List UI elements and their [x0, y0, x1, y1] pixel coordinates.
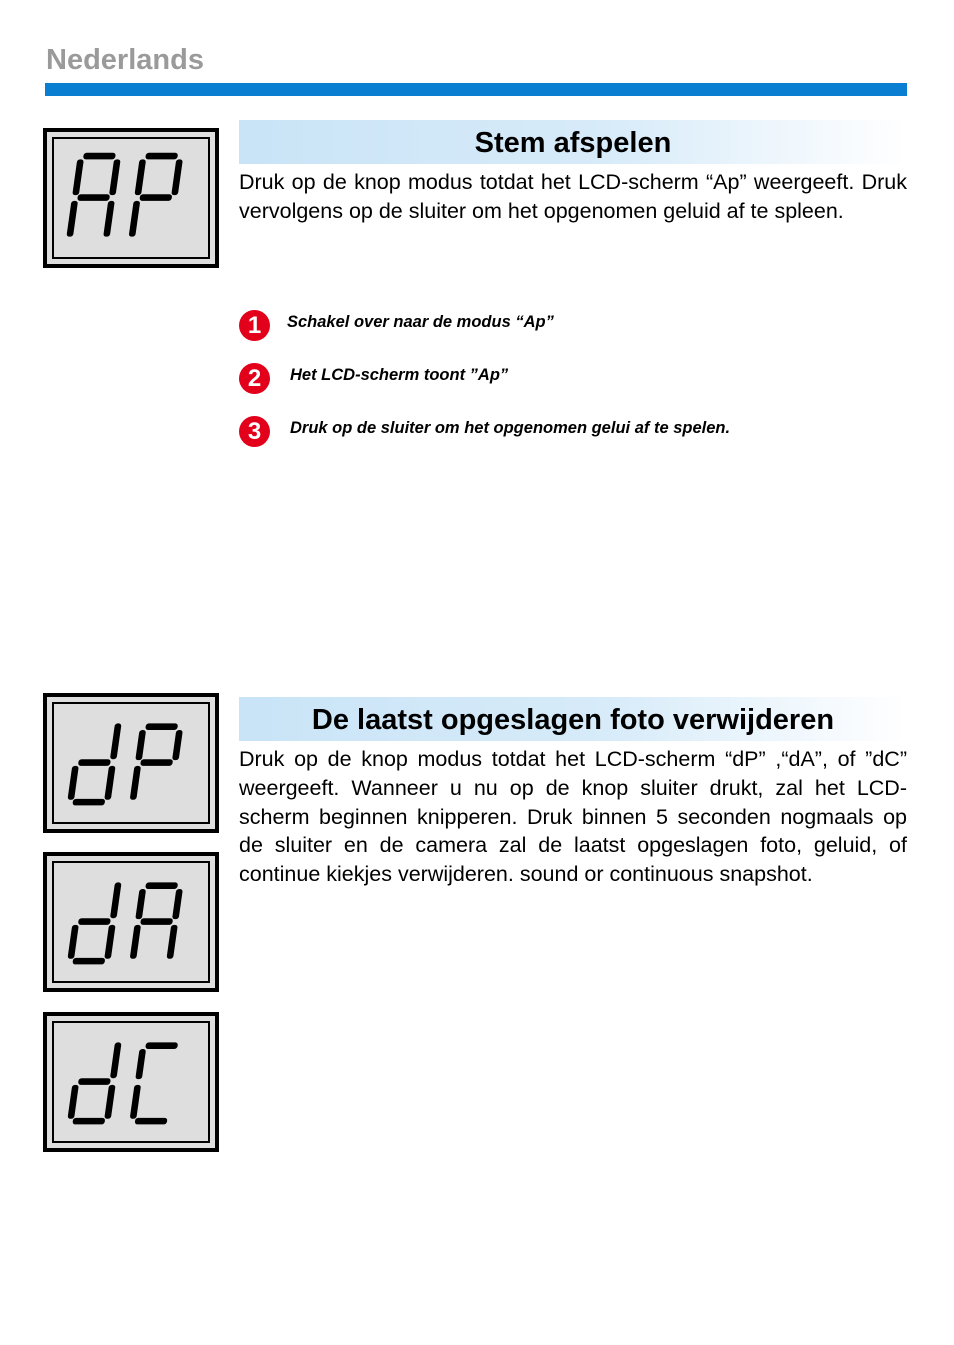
step-2-text: Het LCD-scherm toont ”Ap” — [290, 366, 509, 384]
section1-body: Druk op de knop modus totdat het LCD-scherm “Ap” weergeeft. Druk vervolgens op de sluiter om het opgenomen geluid af te spleen. — [239, 170, 907, 223]
lcd-display-dc — [43, 1012, 219, 1152]
lcd-digits-dp — [47, 697, 215, 829]
lcd-digits-da — [47, 856, 215, 988]
lcd-display-da — [43, 852, 219, 992]
step-1-text: Schakel over naar de modus “Ap” — [287, 313, 554, 331]
lcd-digits-ap — [47, 132, 215, 264]
step-3-badge: 3 — [239, 416, 270, 447]
lcd-digits-dc — [47, 1016, 215, 1148]
section2-body: Druk op de knop modus totdat het LCD-scherm “dP” ,“dA”, of ”dC” weergeeft. Wanneer u nu op de knop sluiter drukt, zal het LCD-scherm beginnen knipperen. Druk binnen 5 seconden nogmaals op de sluiter en de camera zal de laatst opgeslagen foto, geluid, of continue kiekjes verwijderen. sound or continuous snapshot. — [239, 747, 907, 887]
language-heading: Nederlands — [46, 44, 204, 76]
step-1-badge: 1 — [239, 310, 270, 341]
step-2-badge: 2 — [239, 363, 270, 394]
lcd-display-ap — [43, 128, 219, 268]
section-title-delete-last-photo: De laatst opgeslagen foto verwijderen — [239, 697, 907, 741]
section-title-voice-playback: Stem afspelen — [239, 120, 907, 164]
lcd-display-dp — [43, 693, 219, 833]
header-rule — [45, 83, 907, 96]
step-3-text: Druk op de sluiter om het opgenomen gelui af te spelen. — [290, 419, 731, 437]
